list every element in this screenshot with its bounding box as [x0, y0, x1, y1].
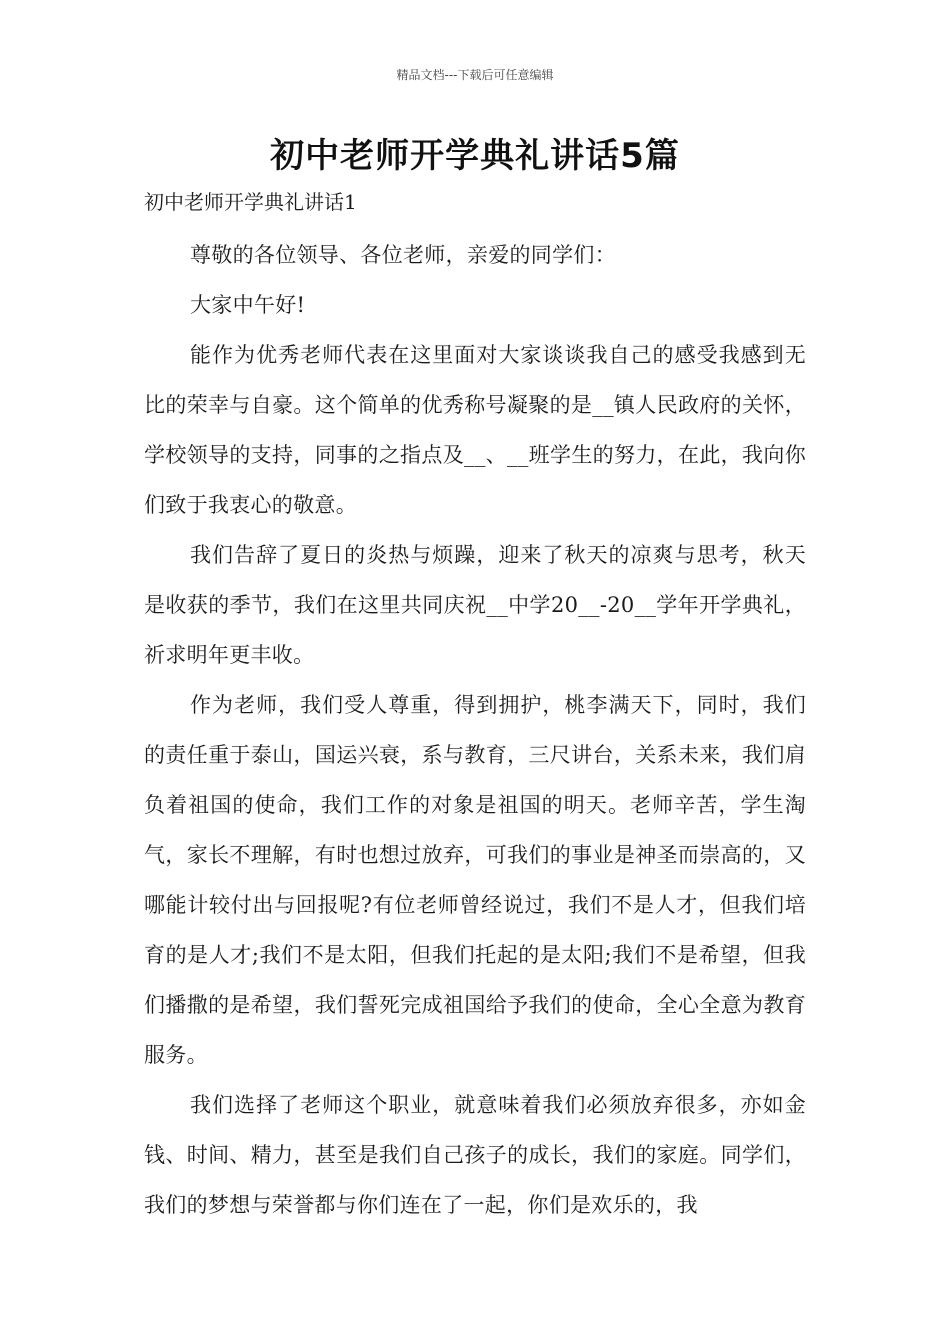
document-body [144, 230, 806, 1230]
document-subtitle: 初中老师开学典礼讲话1 [144, 190, 357, 214]
paragraph: 我们选择了老师这个职业，就意味着我们必须放弃很多，亦如金钱、时间、精力，甚至是我们自己孩子的成长，我们的家庭。同学们，我们的梦想与荣誉都与你们连在了一起，你们是欢乐的，我 [144, 1093, 806, 1217]
paragraph-salutation: 尊敬的各位领导、各位老师，亲爱的同学们： [190, 243, 616, 267]
paragraph-greeting: 大家中午好! [190, 293, 306, 317]
document-title: 初中老师开学典礼讲话5篇 [270, 136, 680, 176]
paragraph: 我们告辞了夏日的炎热与烦躁，迎来了秋天的凉爽与思考，秋天是收获的季节，我们在这里共同庆祝__中学20__-20__学年开学典礼，祈求明年更丰收。 [144, 543, 806, 667]
paragraph: 作为老师，我们受人尊重，得到拥护，桃李满天下，同时，我们的责任重于泰山，国运兴衰，系与教育，三尺讲台，关系未来，我们肩负着祖国的使命，我们工作的对象是祖国的明天。老师辛苦，学生淘气，家长不理解，有时也想过放弃，可我们的事业是神圣而崇高的，又哪能计较付出与回报呢?有位老师曾经说过，我们不是人才，但我们培育的是人才;我们不是太阳，但我们托起的是太阳;我们不是希望，但我们播撒的是希望，我们誓死完成祖国给予我们的使命，全心全意为教育服务。 [144, 693, 806, 1067]
paragraph: 能作为优秀老师代表在这里面对大家谈谈我自己的感受我感到无比的荣幸与自豪。这个简单的优秀称号凝聚的是__镇人民政府的关怀，学校领导的支持，同事的之指点及__、__班学生的努力，在此，我向你们致于我衷心的敬意。 [144, 343, 806, 517]
header-watermark: 精品文档---下载后可任意编辑 [396, 68, 554, 82]
